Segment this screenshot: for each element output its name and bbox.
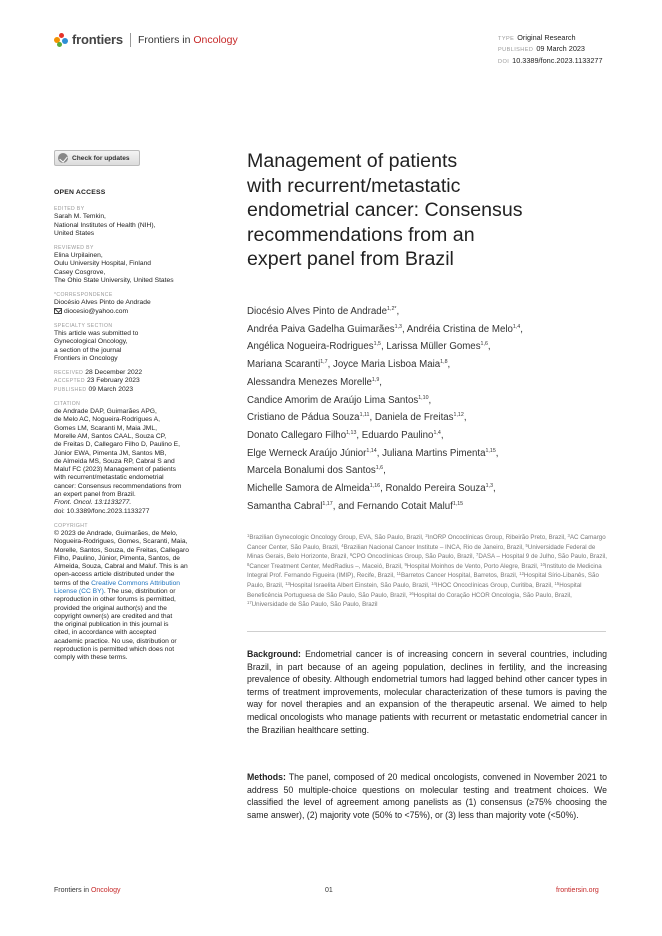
- affiliation-text: Hospital Israelita Albert Einstein, São Paulo, Brazil,: [289, 581, 432, 589]
- author-affiliation-marker: 1,7: [320, 359, 328, 366]
- affiliation-text: IHOC Oncoclínicas Group, Curitiba, Brazil,: [435, 581, 555, 589]
- affiliation-number: 7: [475, 552, 479, 558]
- affiliation-text: Hospital do Coração HCOR Oncologia, São Paulo, Brazil,: [413, 591, 572, 599]
- affiliation-text: Brazilian Nacional Cancer Institute – INCA, Rio de Janeiro, Brazil,: [343, 543, 526, 551]
- abstract-methods: Methods: The panel, composed of 20 medical oncologists, convened in November 2021 to address 50 multiple-choice questions on molecular testing and treatment choices. We classified the level of agreement among panelists as (1) consensus (≥75% choosing the same answer), (2) majority vote (50% to <75%), or (3) less than majority vote (<50%).: [247, 772, 607, 820]
- section-divider: [247, 631, 606, 632]
- author-affiliation-marker: 1,3: [485, 483, 494, 490]
- reviewed-by-section: REVIEWED BY Elina Urpilainen, Oulu University Hospital, Finland Casey Cosgrove, The Ohio State University, United States: [54, 245, 174, 285]
- affiliation-number: 6: [349, 552, 353, 558]
- author-line: Andréa Paiva Gadelha Guimarães$^{1,3}$, Andréia Cristina de Melo$^{1,4}$,: [247, 323, 523, 335]
- copyright-section: COPYRIGHT © 2023 de Andrade, Guimarães, de Melo, Nogueira-Rodrigues, Gomes, Scaranti, Maia, Morelle, Santos, Souza, de Freitas, Callegaro Filho, Paulino, Júnior, Pimenta, Santos, de Almeida, Souza, Cabral and Maluf. This is an open-access article distributed under the terms of the Creative Commons Attribution License (CC BY). The use, distribution or reproduction in other forums is permitted, provided the original author(s) and the copyright owner(s) are credited and that the original publication in this journal is cited, in accordance with accepted academic practice. No use, distribution or reproduction is permitted which does not comply with these terms.: [54, 522, 189, 662]
- affiliation-number: 16: [409, 590, 414, 596]
- cc-license-link-cont[interactable]: License (CC BY): [54, 587, 104, 595]
- check-updates-icon: [58, 153, 68, 163]
- author-name[interactable]: Angélica Nogueira-Rodrigues: [247, 341, 374, 353]
- brand-name: frontiers: [72, 32, 123, 47]
- author-line: Alessandra Menezes Morelle$^{1,9}$,: [247, 376, 382, 388]
- author-name[interactable]: Diocésio Alves Pinto de Andrade: [247, 306, 388, 317]
- affiliation-text: CPO Oncoclínicas Group, São Paulo, Brazil,: [352, 553, 476, 561]
- author-line: Donato Callegaro Filho$^{1,13}$, Eduardo Paulino$^{1,4}$,: [247, 429, 444, 441]
- author-affiliation-marker: 1,13: [346, 429, 357, 436]
- affiliation-number: 2: [425, 533, 428, 538]
- author-line: Marcela Bonalumi dos Santos$^{1,6}$,: [247, 465, 386, 477]
- affiliation-text: Hospital Beneficência Portuguesa de São Paulo, São Paulo, Brazil,: [247, 581, 582, 599]
- frontiers-logo[interactable]: [54, 32, 238, 47]
- author-line: Angélica Nogueira-Rodrigues$^{1,5}$, Larissa Müller Gomes$^{1,6}$,: [247, 341, 491, 353]
- edited-by-section: EDITED BY Sarah M. Temkin, National Institutes of Health (NIH), United States: [54, 206, 156, 237]
- author-affiliation-marker: 1,12: [453, 412, 464, 419]
- author-name[interactable]: Samantha Cabral: [247, 500, 323, 512]
- author-line: Samantha Cabral$^{1,17}$, and Fernando Cotait Maluf$^{1,15}$: [247, 500, 464, 512]
- affiliation-text: Barretos Cancer Hospital, Barretos, Brazil,: [400, 572, 520, 580]
- affiliation-text: InORP Oncoclínicas Group, Ribeirão Preto, Brazil,: [427, 534, 568, 541]
- author-name[interactable]: Joyce Maria Lisboa Maia: [333, 359, 441, 371]
- footer-site-link[interactable]: frontiersin.org: [556, 887, 599, 894]
- author-line: Michelle Samora de Almeida$^{1,16}$, Ronaldo Pereira Souza$^{1,3}$,: [247, 483, 496, 495]
- author-line: Mariana Scaranti$^{1,7}$, Joyce Maria Lisboa Maia$^{1,8}$,: [247, 359, 451, 371]
- affiliation-number: 11: [396, 571, 401, 577]
- article-title: Management of patients with recurrent/metastatic endometrial cancer: Consensus recommendations from an expert panel from Brazil: [247, 150, 523, 271]
- author-name[interactable]: Candice Amorim de Araújo Lima Santos: [247, 394, 419, 406]
- author-name[interactable]: Larissa Müller Gomes: [386, 341, 481, 353]
- author-affiliation-marker: 1,14: [366, 447, 377, 454]
- author-affiliation-marker: 1,2*: [387, 306, 397, 312]
- meta-doi: DOI 10.3389/fonc.2023.1133277: [498, 55, 603, 65]
- author-affiliation-marker: 1,4: [433, 429, 441, 436]
- email-icon: [54, 308, 62, 314]
- author-affiliation-marker: 1,15: [452, 500, 464, 507]
- logo-divider: [130, 33, 131, 47]
- affiliation-text: Brazilian Gynecologic Oncology Group, EVA, São Paulo, Brazil,: [249, 534, 426, 541]
- affiliation-text: DASA – Hospital 9 de Julho, São Paulo, Brazil,: [478, 553, 607, 561]
- author-name[interactable]: Elge Werneck Araújo Júnior: [247, 447, 367, 459]
- author-affiliation-marker: 1,9: [371, 376, 380, 383]
- author-affiliation-marker: 1,8: [440, 359, 448, 366]
- article-meta: [498, 33, 603, 67]
- author-name[interactable]: Cristiano de Pádua Souza: [247, 412, 360, 424]
- author-name[interactable]: Daniela de Freitas: [374, 412, 454, 424]
- author-affiliation-marker: 1,3: [394, 323, 402, 330]
- affiliation-text: Universidade Federal de Minas Gerais, Belo Horizonte, Brazil,: [247, 543, 596, 561]
- affiliation-number: 14: [431, 580, 436, 586]
- author-name[interactable]: Michelle Samora de Almeida: [247, 483, 370, 495]
- author-affiliation-marker: 1,11: [359, 412, 370, 419]
- affiliation-number: 13: [285, 580, 290, 586]
- dates-section: RECEIVED 28 December 2022 ACCEPTED 23 February 2023 PUBLISHED 09 March 2023: [54, 369, 143, 393]
- check-updates-label: Check for updates: [72, 154, 130, 162]
- author-line: Candice Amorim de Araújo Lima Santos$^{1,10}$,: [247, 394, 432, 406]
- affiliation-number: 15: [554, 580, 560, 586]
- page-number: 01: [325, 887, 333, 894]
- author-affiliation-marker: 1,5: [373, 341, 381, 348]
- author-name[interactable]: Juliana Martins Pimenta: [382, 447, 486, 459]
- affiliation-text: Universidade de São Paulo, São Paulo, Brazil: [251, 601, 378, 609]
- author-affiliation-marker: 1,17: [322, 500, 333, 507]
- affiliations: [247, 533, 609, 610]
- affiliation-text: Hospital Sírio-Libanês, São Paulo, Brazil,: [247, 572, 599, 589]
- affiliation-number: 10: [540, 561, 545, 567]
- affiliation-number: 1: [247, 533, 250, 538]
- author-name[interactable]: Alessandra Menezes Morelle: [247, 376, 372, 388]
- affiliation-text: Cancer Treatment Center, MedRadius –, Maceió, Brazil,: [249, 562, 405, 570]
- author-line: Cristiano de Pádua Souza$^{1,11}$, Daniela de Freitas$^{1,12}$,: [247, 412, 467, 424]
- journal-name: Frontiers in Oncology: [137, 33, 238, 46]
- affiliation-number: 3: [567, 533, 570, 538]
- author-affiliation-marker: 1,6: [480, 341, 488, 348]
- author-line: Diocésio Alves Pinto de Andrade$^{1,2*}$,: [247, 306, 400, 317]
- affiliation-text: AC Camargo Cancer Center, São Paulo, Brazil,: [247, 534, 606, 551]
- author-name[interactable]: Ronaldo Pereira Souza: [385, 483, 486, 495]
- author-name[interactable]: Andréa Paiva Gadelha Guimarães: [247, 323, 395, 335]
- page-header: [0, 0, 662, 70]
- affiliation-number: 8: [247, 561, 250, 567]
- correspondence-email[interactable]: diocesio@yahoo.com: [64, 307, 129, 315]
- abstract-background: Background: Endometrial cancer is of increasing concern in several countries, including Brazil, in part because of an ageing population, declines in fertility, and the increasing prevalence of obesity. Although endometrial tumors had lagged behind other cancer types in terms of treatment improvements, molecular characterization of these tumors is paving the way for novel therapies and an expansion of the therapeutic arsenal. We aimed to help medical oncologists who manage patients with recurrent or metastatic endometrial cancer in the Brazilian healthcare setting.: [247, 649, 608, 735]
- affiliation-text: Instituto de Medicina Integral Prof. Fernando Figueira (IMIP), Recife, Brazil,: [247, 562, 602, 580]
- affiliation-number: 17: [247, 600, 252, 606]
- author-affiliation-marker: 1,10: [418, 394, 429, 401]
- author-name[interactable]: Andréia Cristina de Melo: [406, 323, 513, 335]
- frontiers-dots-icon: [54, 33, 68, 47]
- author-affiliation-marker: 1,6: [375, 465, 384, 472]
- author-name[interactable]: and Fernando Cotait Maluf: [338, 500, 453, 512]
- author-list: [247, 303, 617, 515]
- correspondence-section: *CORRESPONDENCE Diocésio Alves Pinto de Andrade diocesio@yahoo.com: [54, 292, 151, 315]
- meta-type: TYPE Original Research: [498, 33, 576, 42]
- author-name[interactable]: Eduardo Paulino: [361, 429, 434, 441]
- affiliation-number: 9: [404, 561, 407, 567]
- open-access-label: OPEN ACCESS: [54, 189, 106, 196]
- footer-journal: Frontiers in Oncology: [54, 887, 121, 894]
- author-affiliation-marker: 1,15: [485, 447, 496, 454]
- article-sidebar: [54, 189, 214, 669]
- author-affiliation-marker: 1,16: [369, 483, 381, 490]
- meta-published: PUBLISHED 09 March 2023: [498, 44, 585, 54]
- author-line: Elge Werneck Araújo Júnior$^{1,14}$, Juliana Martins Pimenta$^{1,15}$,: [247, 447, 499, 459]
- author-affiliation-marker: 1,4: [512, 323, 521, 330]
- affiliation-text: Hospital Moinhos de Vento, Porto Alegre, Brazil,: [406, 562, 541, 570]
- citation-section: CITATION de Andrade DAP, Guimarães APG, de Melo AC, Nogueira-Rodrigues A, Gomes LM, Scaranti M, Maia JML, Morelle AM, Santos CAAL, Souza CP, de Freitas D, Callegaro Filho D, Paulino E, Júnior EWA, Pimenta JM, Santos MB, de Almeida MS, Souza RP, Cabral S and Maluf FC (2023) Management of patients with recurrent/metastatic endometrial cancer: Consensus recommendations from an expert panel from Brazil. Front. Oncol. 13:1133277. doi: 10.3389/fonc.2023.1133277: [54, 401, 182, 515]
- affiliation-number: 5: [525, 542, 528, 548]
- author-name[interactable]: Donato Callegaro Filho: [247, 429, 347, 441]
- affiliation-number: 12: [519, 571, 524, 577]
- cc-license-link[interactable]: Creative Commons Attribution: [91, 579, 181, 587]
- author-name[interactable]: Mariana Scaranti: [247, 359, 321, 371]
- author-name[interactable]: Marcela Bonalumi dos Santos: [247, 465, 376, 477]
- check-updates-button[interactable]: [54, 150, 140, 166]
- affiliation-number: 4: [341, 542, 344, 548]
- specialty-section: SPECIALTY SECTION This article was submitted to Gynecological Oncology, a section of the journal Frontiers in Oncology: [54, 322, 139, 362]
